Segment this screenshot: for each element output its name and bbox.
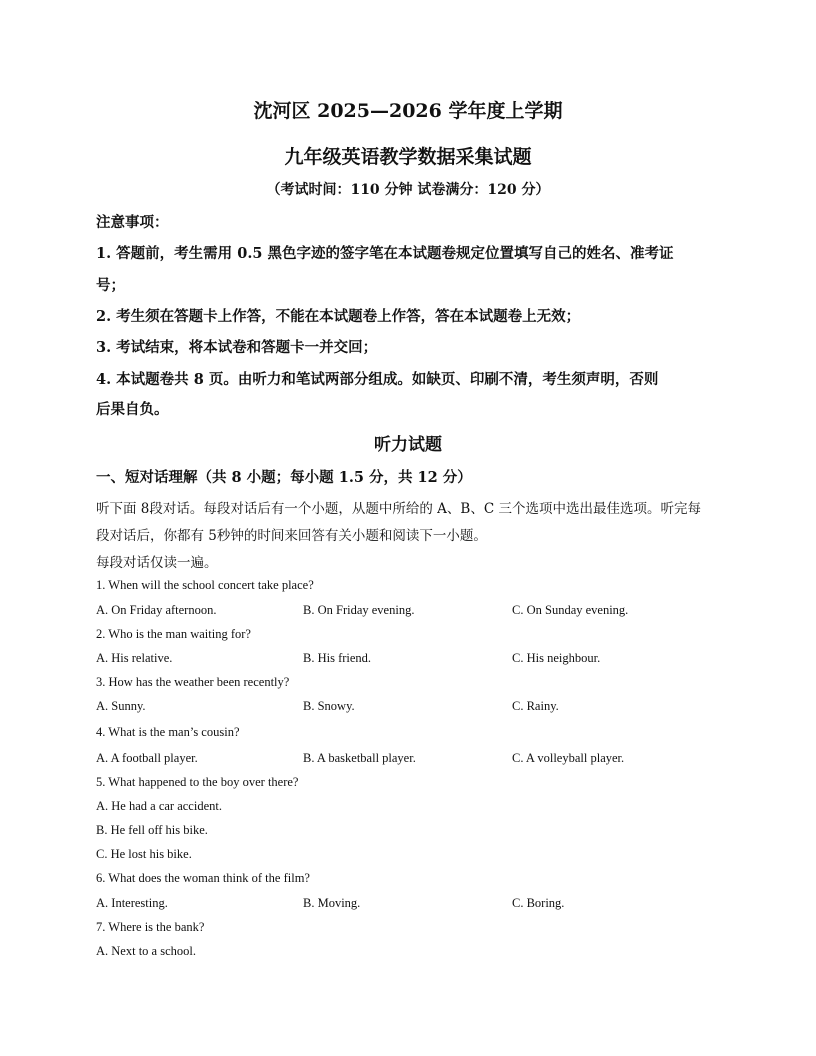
question-text: 2. Who is the man waiting for? [96,627,251,641]
question-text: 1. When will the school concert take place? [96,578,314,592]
note-item-2: 2. 考生须在答题卡上作答，不能在本试题卷上作答，答在本试题卷上无效； [96,308,581,325]
section-title: 听力试题 [374,435,442,455]
question-text: 4. What is the man’s cousin? [96,725,240,739]
option-c: C. Boring. [512,896,565,910]
option-b: B. Snowy. [303,699,355,713]
exam-info: （考试时间：110 分钟 试卷满分：120 分） [266,182,550,198]
option-a: A. A football player. [96,751,198,765]
option-c: C. On Sunday evening. [512,603,629,617]
option-a: A. On Friday afternoon. [96,603,217,617]
option-b: B. Moving. [303,896,361,910]
option-c: C. Rainy. [512,699,559,713]
note-item-1: 1. 答题前，考生需用 0.5 黑色字迹的签字笔在本试题卷规定位置填写自己的姓名、准考证 [96,245,674,262]
note-item-1-cont: 号； [96,277,125,294]
option-b: B. He fell off his bike. [96,823,208,837]
option-c: C. He lost his bike. [96,847,192,861]
option-c: C. His neighbour. [512,651,601,665]
part1-instructions-cont: 段对话后，你都有 5秒钟的时间来回答有关小题和阅读下一小题。 [96,528,487,544]
part1-instructions: 听下面 8段对话。每段对话后有一个小题，从题中所给的 A、B、C 三个选项中选出最佳选项。听完每 [96,501,701,517]
question-text: 3. How has the weather been recently? [96,675,290,689]
part1-heading: 一、短对话理解（共 8 小题；每小题 1.5 分，共 12 分） [96,469,472,486]
option-c: C. A volleyball player. [512,751,625,765]
note-item-4: 4. 本试题卷共 8 页。由听力和笔试两部分组成。如缺页、印刷不清，考生须声明，否则 [96,371,659,388]
option-a: A. Sunny. [96,699,146,713]
note-item-4-cont: 后果自负。 [96,401,169,418]
exam-title: 沈河区 2025—2026 学年度上学期 [253,100,563,122]
option-b: B. His friend. [303,651,372,665]
question-text: 7. Where is the bank? [96,920,205,934]
note-item-3: 3. 考试结束，将本试卷和答题卡一并交回； [96,339,378,356]
option-a: A. He had a car accident. [96,799,222,813]
exam-subtitle: 九年级英语教学数据采集试题 [284,146,532,168]
question-text: 5. What happened to the boy over there? [96,775,299,789]
option-b: B. On Friday evening. [303,603,415,617]
option-a: A. Interesting. [96,896,168,910]
notes-heading: 注意事项： [96,214,169,231]
question-text: 6. What does the woman think of the film? [96,871,310,885]
option-a: A. His relative. [96,651,173,665]
option-a: A. Next to a school. [96,944,196,958]
part1-instructions-note: 每段对话仅读一遍。 [96,555,218,571]
option-b: B. A basketball player. [303,751,416,765]
